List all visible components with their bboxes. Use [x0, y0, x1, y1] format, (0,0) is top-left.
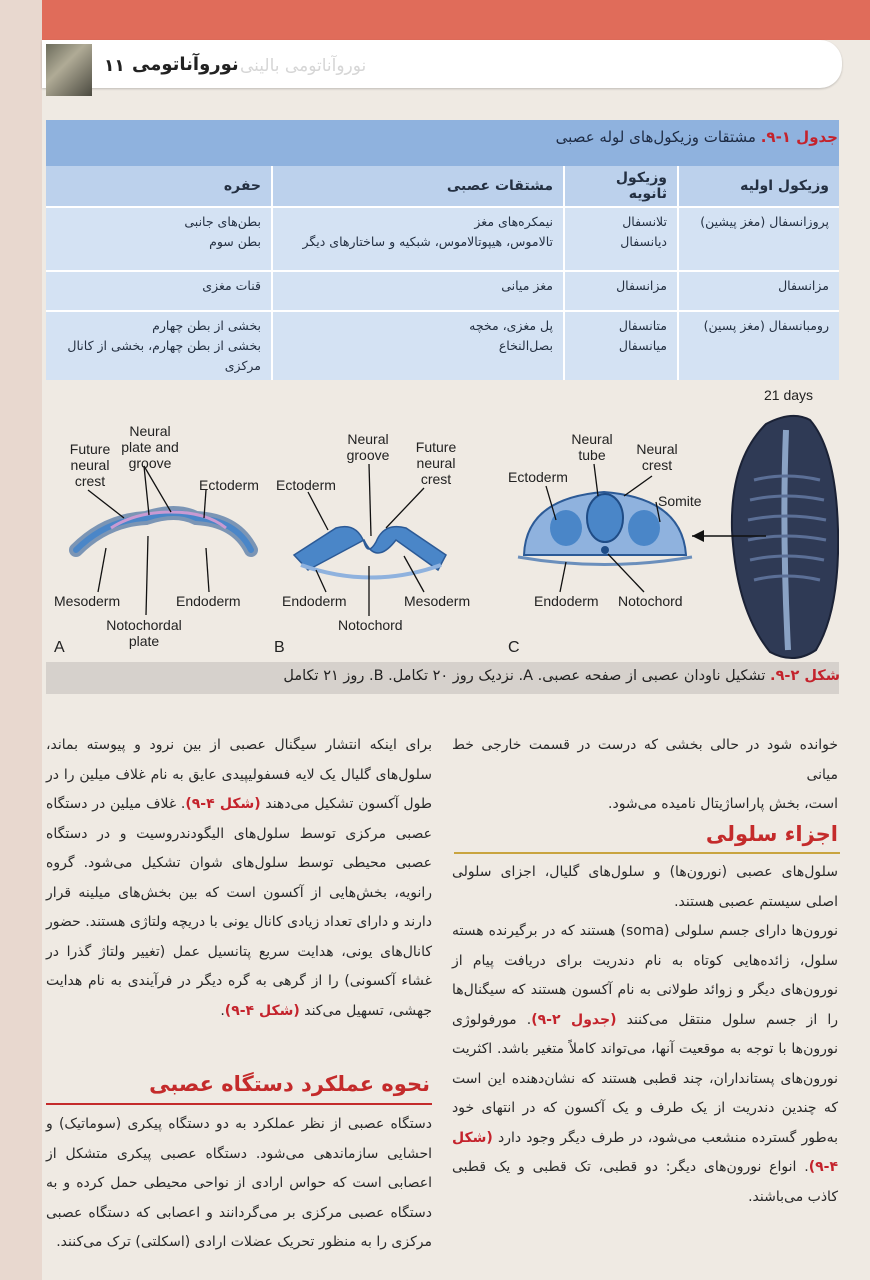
paragraph: [452, 917, 838, 1212]
left-margin-band: [0, 0, 42, 1280]
figure-caption-number: شکل ۲-۹.: [770, 668, 840, 684]
cell-text: تالاموس، هیپوتالاموس، شبکیه و ساختارهای دیگر: [302, 234, 553, 249]
label-neural-tube: Neural tube: [571, 431, 613, 463]
cell-text: تلانسفال: [622, 214, 667, 229]
label-endoderm-a: Endoderm: [176, 593, 241, 609]
panel-c: [508, 431, 702, 656]
cell-text: قنات مغزی: [202, 278, 261, 293]
right-intro-paragraph: [452, 731, 838, 820]
table-caption-text: مشتقات وزیکول‌های لوله عصبی: [555, 128, 761, 146]
panel-b: [274, 431, 470, 656]
cell-text: متانسفال: [618, 318, 667, 333]
label-neural-plate: Neural plate and groove: [121, 423, 179, 471]
label-somite: Somite: [658, 493, 702, 509]
cell-text: بصل‌النخاع: [498, 338, 553, 353]
cell-text: بخشی از بطن چهارم، بخشی از کانال مرکزی: [67, 338, 261, 373]
panel-c-endoderm-shape: [518, 557, 692, 565]
myelin-paragraph: [46, 731, 432, 1026]
label-notochord-b: Notochord: [338, 617, 403, 633]
cell-text: بطن‌های جانبی: [184, 214, 261, 229]
table-caption: [556, 128, 838, 146]
table-row: [46, 207, 839, 271]
figure-caption: [283, 668, 840, 684]
neural-groove-figure: [46, 360, 839, 660]
header-thumbnail-image: [46, 44, 92, 96]
label-future-neural-crest-a: Future neural crest: [69, 441, 111, 489]
table-header-row: [46, 166, 839, 207]
label-future-neural-crest-b: Future neural crest: [415, 439, 457, 487]
heading-underline: [454, 852, 840, 854]
figure-reference: (شکل ۴-۹): [224, 1002, 300, 1019]
intro-line: خوانده شود در حالی بخشی که درست در قسمت خارجی خط میانی: [452, 737, 838, 783]
table-cell: [564, 207, 678, 271]
top-color-band: [0, 0, 870, 40]
cell-text: نیمکره‌های مغز: [474, 214, 553, 229]
table-header-cell: مشتقات عصبی: [272, 166, 564, 207]
table-cell: [46, 207, 272, 271]
label-endoderm-b: Endoderm: [282, 593, 347, 609]
panel-b-tissue-shape: [294, 527, 446, 570]
cell-text: پروزانسفال (مغز پیشین): [700, 214, 829, 229]
cell-text: بخشی از بطن چهارم: [152, 318, 261, 333]
label-ectoderm-a: Ectoderm: [199, 477, 259, 493]
text-run: . غلاف میلین در دستگاه عصبی مرکزی توسط سلول‌های الیگودندروسیت و در دستگاه عصبی محیطی توسط سلول‌های شوان تشکیل می‌شود. گروه رانویه، بخش‌هایی از آکسون است که بین بخش‌های میلینه قرار دارند و دارای تعداد زیادی کانال یونی با دریچه ولتاژی هستند. حضور کانال‌های یونی، هدایت سریع پتانسیل عمل (تغییر ولتاژ گذرا در غشاء آکسونی) را از گرهی به گره دیگر در فرآیندی به نام هدایت جهشی، تسهیل می‌کند: [46, 796, 432, 1019]
text-run: نورون‌ها دارای جسم سلولی (soma) هستند که در برگیرنده هسته سلول، زائده‌هایی کوتاه به نام دندریت برای دریافت پیام از نورون‌های دیگر و زوائد طولانی به نام آکسون هستند که سیگنال‌ها را از جسم سلول منتقل می‌کنند: [452, 923, 838, 1028]
table-cell: [272, 207, 564, 271]
table-header-cell: وزیکول ثانویه: [564, 166, 678, 207]
cell-text: مزانسفال: [616, 278, 667, 293]
heading-cellular-components: اجزاء سلولی: [705, 822, 838, 846]
figure-reference: (شکل ۴-۹): [452, 1129, 838, 1175]
label-neural-crest: Neural crest: [636, 441, 678, 473]
cell-text: بطن سوم: [209, 234, 261, 249]
text-run: . انواع نورون‌های دیگر: دو قطبی، تک قطبی و یک قطبی کاذب می‌باشند.: [452, 1159, 838, 1205]
table-reference: (جدول ۲-۹): [531, 1011, 617, 1028]
figure-caption-text: تشکیل ناودان عصبی از صفحه عصبی. A. نزدیک روز ۲۰ تکامل. B. روز ۲۱ تکامل: [283, 668, 771, 684]
embryo-arrow-head: [692, 530, 704, 542]
panel-letter-b: B: [274, 639, 285, 656]
panel-c-notochord-shape: [601, 546, 609, 554]
panel-b-endoderm-shape: [301, 565, 441, 578]
heading-nervous-system-function: نحوه عملکرد دستگاه عصبی: [149, 1072, 430, 1096]
vesicle-table: [46, 166, 839, 380]
label-mesoderm-a: Mesoderm: [54, 593, 121, 609]
cell-text: مغز میانی: [501, 278, 553, 293]
table-cell: [46, 271, 272, 311]
table-cell: [564, 271, 678, 311]
label-ectoderm-b: Ectoderm: [276, 477, 336, 493]
cell-text: پل مغزی، مخچه: [469, 318, 553, 333]
embryo-21-days: [692, 387, 838, 658]
panel-letter-a: A: [54, 639, 65, 656]
text-run: .: [220, 1002, 225, 1019]
panel-c-somite-right-shape: [628, 510, 660, 546]
paragraph: دستگاه عصبی از نظر عملکرد به دو دستگاه پیکری (سوماتیک) و احشایی سازماندهی می‌شود. دستگاه عصبی پیکری متشکل از اعصابی است که حواس ارادی از نواحی محیطی حمل کرده و به دستگاه عصبی مرکزی بر می‌گردانند و اعصابی که دستگاه عصبی مرکزی را به منظور تحریک عضلات ارادی (اسکلتی) ترک می‌کنند.: [46, 1116, 432, 1250]
table-cell: [272, 271, 564, 311]
label-neural-groove: Neural groove: [346, 431, 390, 463]
header-watermark-text: نوروآناتومی بالینی: [240, 56, 367, 76]
book-title: نوروآناتومی: [132, 54, 239, 75]
cell-text: میانسفال: [618, 338, 667, 353]
page-number: ۱۱: [104, 56, 125, 76]
cell-text: مزانسفال: [778, 278, 829, 293]
text-run: . مورفولوژی نورون‌ها با توجه به موقعیت آنها، می‌تواند کاملاً متغیر باشد. اکثریت نورون‌های پستانداران، چند قطبی هستند که نشان‌دهنده این است که چندین دندریت از یک طرف و یک آکسون که در انتهای خود به‌طور گسترده منشعب می‌شود، در طرف دیگر وجود دارد: [452, 1011, 838, 1146]
table-cell: [678, 271, 839, 311]
label-endoderm-c: Endoderm: [534, 593, 599, 609]
cellular-components-text: [452, 858, 838, 1212]
heading-underline: [46, 1103, 432, 1105]
nervous-system-function-text: [46, 1110, 432, 1258]
cell-text: رومبانسفال (مغز پسین): [703, 318, 829, 333]
table-cell: [678, 207, 839, 271]
table-header-cell: حفره: [46, 166, 272, 207]
intro-line: است، بخش پاراساژیتال نامیده می‌شود.: [608, 796, 838, 812]
label-notochord-c: Notochord: [618, 593, 683, 609]
text-run: برای اینکه انتشار سیگنال عصبی از بین نرود و پیوسته بماند، سلول‌های گلیال یک لایه فسفولیپیدی عایق به نام غلاف میلین را در طول آکسون تشکیل می‌دهند: [46, 737, 432, 812]
embryo-neural-fold-shape: [784, 430, 788, 650]
cell-text: دیانسفال: [620, 234, 667, 249]
label-ectoderm-c: Ectoderm: [508, 469, 568, 485]
panel-c-neural-tube-shape: [587, 494, 623, 542]
label-21-days: 21 days: [764, 387, 814, 403]
label-mesoderm-b: Mesoderm: [404, 593, 471, 609]
table-header-cell: وزیکول اولیه: [678, 166, 839, 207]
label-notochordal-plate: Notochordal plate: [106, 617, 182, 649]
panel-a: [54, 423, 259, 656]
figure-reference: (شکل ۴-۹): [185, 796, 261, 812]
table-caption-number: جدول ۱-۹.: [760, 128, 838, 146]
table-row: [46, 271, 839, 311]
panel-letter-c: C: [508, 639, 520, 656]
paragraph: سلول‌های عصبی (نورون‌ها) و سلول‌های گلیال، اجزای سلولی اصلی سیستم عصبی هستند.: [452, 864, 838, 910]
